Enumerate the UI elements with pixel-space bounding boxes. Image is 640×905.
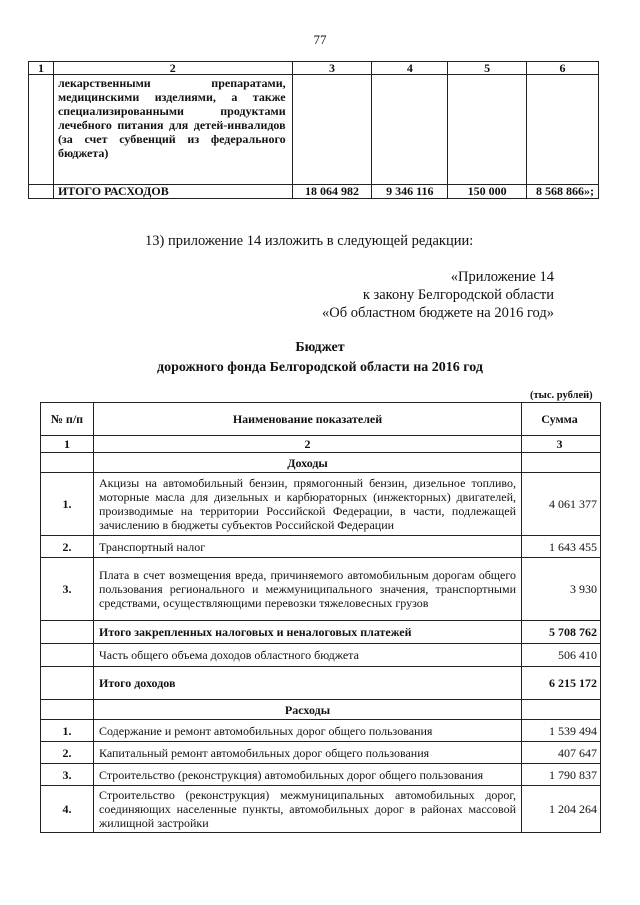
header-cell: 5 [448, 62, 527, 75]
table-row [41, 644, 601, 667]
header-cell: 3 [292, 62, 372, 75]
row-num: 1. [41, 473, 94, 536]
fixed-payments-total-row [41, 621, 601, 644]
units-label: (тыс. рублей) [530, 390, 593, 401]
total-row [29, 185, 599, 199]
row-num: 2. [41, 536, 94, 558]
header-sum: Сумма [522, 403, 601, 436]
row-name: Акцизы на автомобильный бензин, прямогонный бензин, дизельное топливо, моторные масла для дизельных и карбюраторных (инжекторных) двигателей, производимые на территории Российской Федерации, в части, подлежащей зачислению в бюджеты субъектов Российской Федерации [94, 473, 522, 536]
table-row [41, 764, 601, 786]
row-num: 3. [41, 764, 94, 786]
row-name: Капитальный ремонт автомобильных дорог общего пользования [94, 742, 522, 764]
table-row [41, 786, 601, 833]
row-name: Итого доходов [94, 667, 522, 700]
continued-description: лекарственными препаратами, медицинскими изделиями, а также специализированными продуктами лечебного питания для детей-инвалидов (за счет субвенций из федерального бюджета) [53, 75, 292, 185]
row-num: 3. [41, 558, 94, 621]
row-sum: 1 539 494 [522, 720, 601, 742]
row-name: Часть общего объема доходов областного бюджета [94, 644, 522, 667]
table-row [41, 536, 601, 558]
row-sum: 3 930 [522, 558, 601, 621]
table-header-row [41, 403, 601, 436]
row-name: Плата в счет возмещения вреда, причиняемого автомобильным дорогам общего пользования регионального и межмуниципального значения, транспортными средствами, осуществляющими перевозки тяжеловесных грузов [94, 558, 522, 621]
expense-section-title: Расходы [94, 700, 522, 720]
row-name: Транспортный налог [94, 536, 522, 558]
page-number: 77 [313, 32, 327, 47]
row-num: 2. [41, 742, 94, 764]
section-row [41, 453, 601, 473]
table-row [41, 558, 601, 621]
row-name: Итого закрепленных налоговых и неналоговых платежей [94, 621, 522, 644]
instruction-paragraph: 13) приложение 14 изложить в следующей редакции: [145, 233, 474, 249]
row-num: 4. [41, 786, 94, 833]
row-name: Строительство (реконструкция) автомобильных дорог общего пользования [94, 764, 522, 786]
row-name: Содержание и ремонт автомобильных дорог общего пользования [94, 720, 522, 742]
total-label: ИТОГО РАСХОДОВ [53, 185, 292, 199]
index-row [41, 436, 601, 453]
header-cell: 1 [29, 62, 54, 75]
road-fund-budget-table [40, 402, 601, 833]
total-col6: 8 568 866»; [527, 185, 599, 199]
header-num: № п/п [41, 403, 94, 436]
section-row [41, 700, 601, 720]
row-num: 1. [41, 720, 94, 742]
table-row [41, 473, 601, 536]
income-section-title: Доходы [94, 453, 522, 473]
total-col5: 150 000 [448, 185, 527, 199]
index-cell: 3 [522, 436, 601, 453]
header-name: Наименование показателей [94, 403, 522, 436]
index-cell: 1 [41, 436, 94, 453]
total-col3: 18 064 982 [292, 185, 372, 199]
table-header-row [29, 62, 599, 75]
expenses-table-continued [28, 61, 599, 199]
header-cell: 4 [372, 62, 448, 75]
table-row [29, 75, 599, 185]
row-sum: 4 061 377 [522, 473, 601, 536]
row-sum: 407 647 [522, 742, 601, 764]
header-cell: 6 [527, 62, 599, 75]
appendix-line-3: «Об областном бюджете на 2016 год» [322, 305, 554, 321]
row-sum: 1 204 264 [522, 786, 601, 833]
document-title-line-1: Бюджет [295, 340, 345, 355]
header-cell: 2 [53, 62, 292, 75]
appendix-line-2: к закону Белгородской области [362, 287, 554, 303]
document-title-line-2: дорожного фонда Белгородской области на 2016 год [157, 360, 483, 375]
row-sum: 1 790 837 [522, 764, 601, 786]
index-cell: 2 [94, 436, 522, 453]
table-row [41, 742, 601, 764]
income-total-row [41, 667, 601, 700]
row-sum: 506 410 [522, 644, 601, 667]
appendix-line-1: «Приложение 14 [450, 269, 554, 285]
total-col4: 9 346 116 [372, 185, 448, 199]
row-sum: 6 215 172 [522, 667, 601, 700]
table-row [41, 720, 601, 742]
row-name: Строительство (реконструкция) межмуниципальных автомобильных дорог, соединяющих населенные пункты, автомобильных дорог в районах массовой жилищной застройки [94, 786, 522, 833]
row-sum: 1 643 455 [522, 536, 601, 558]
row-sum: 5 708 762 [522, 621, 601, 644]
